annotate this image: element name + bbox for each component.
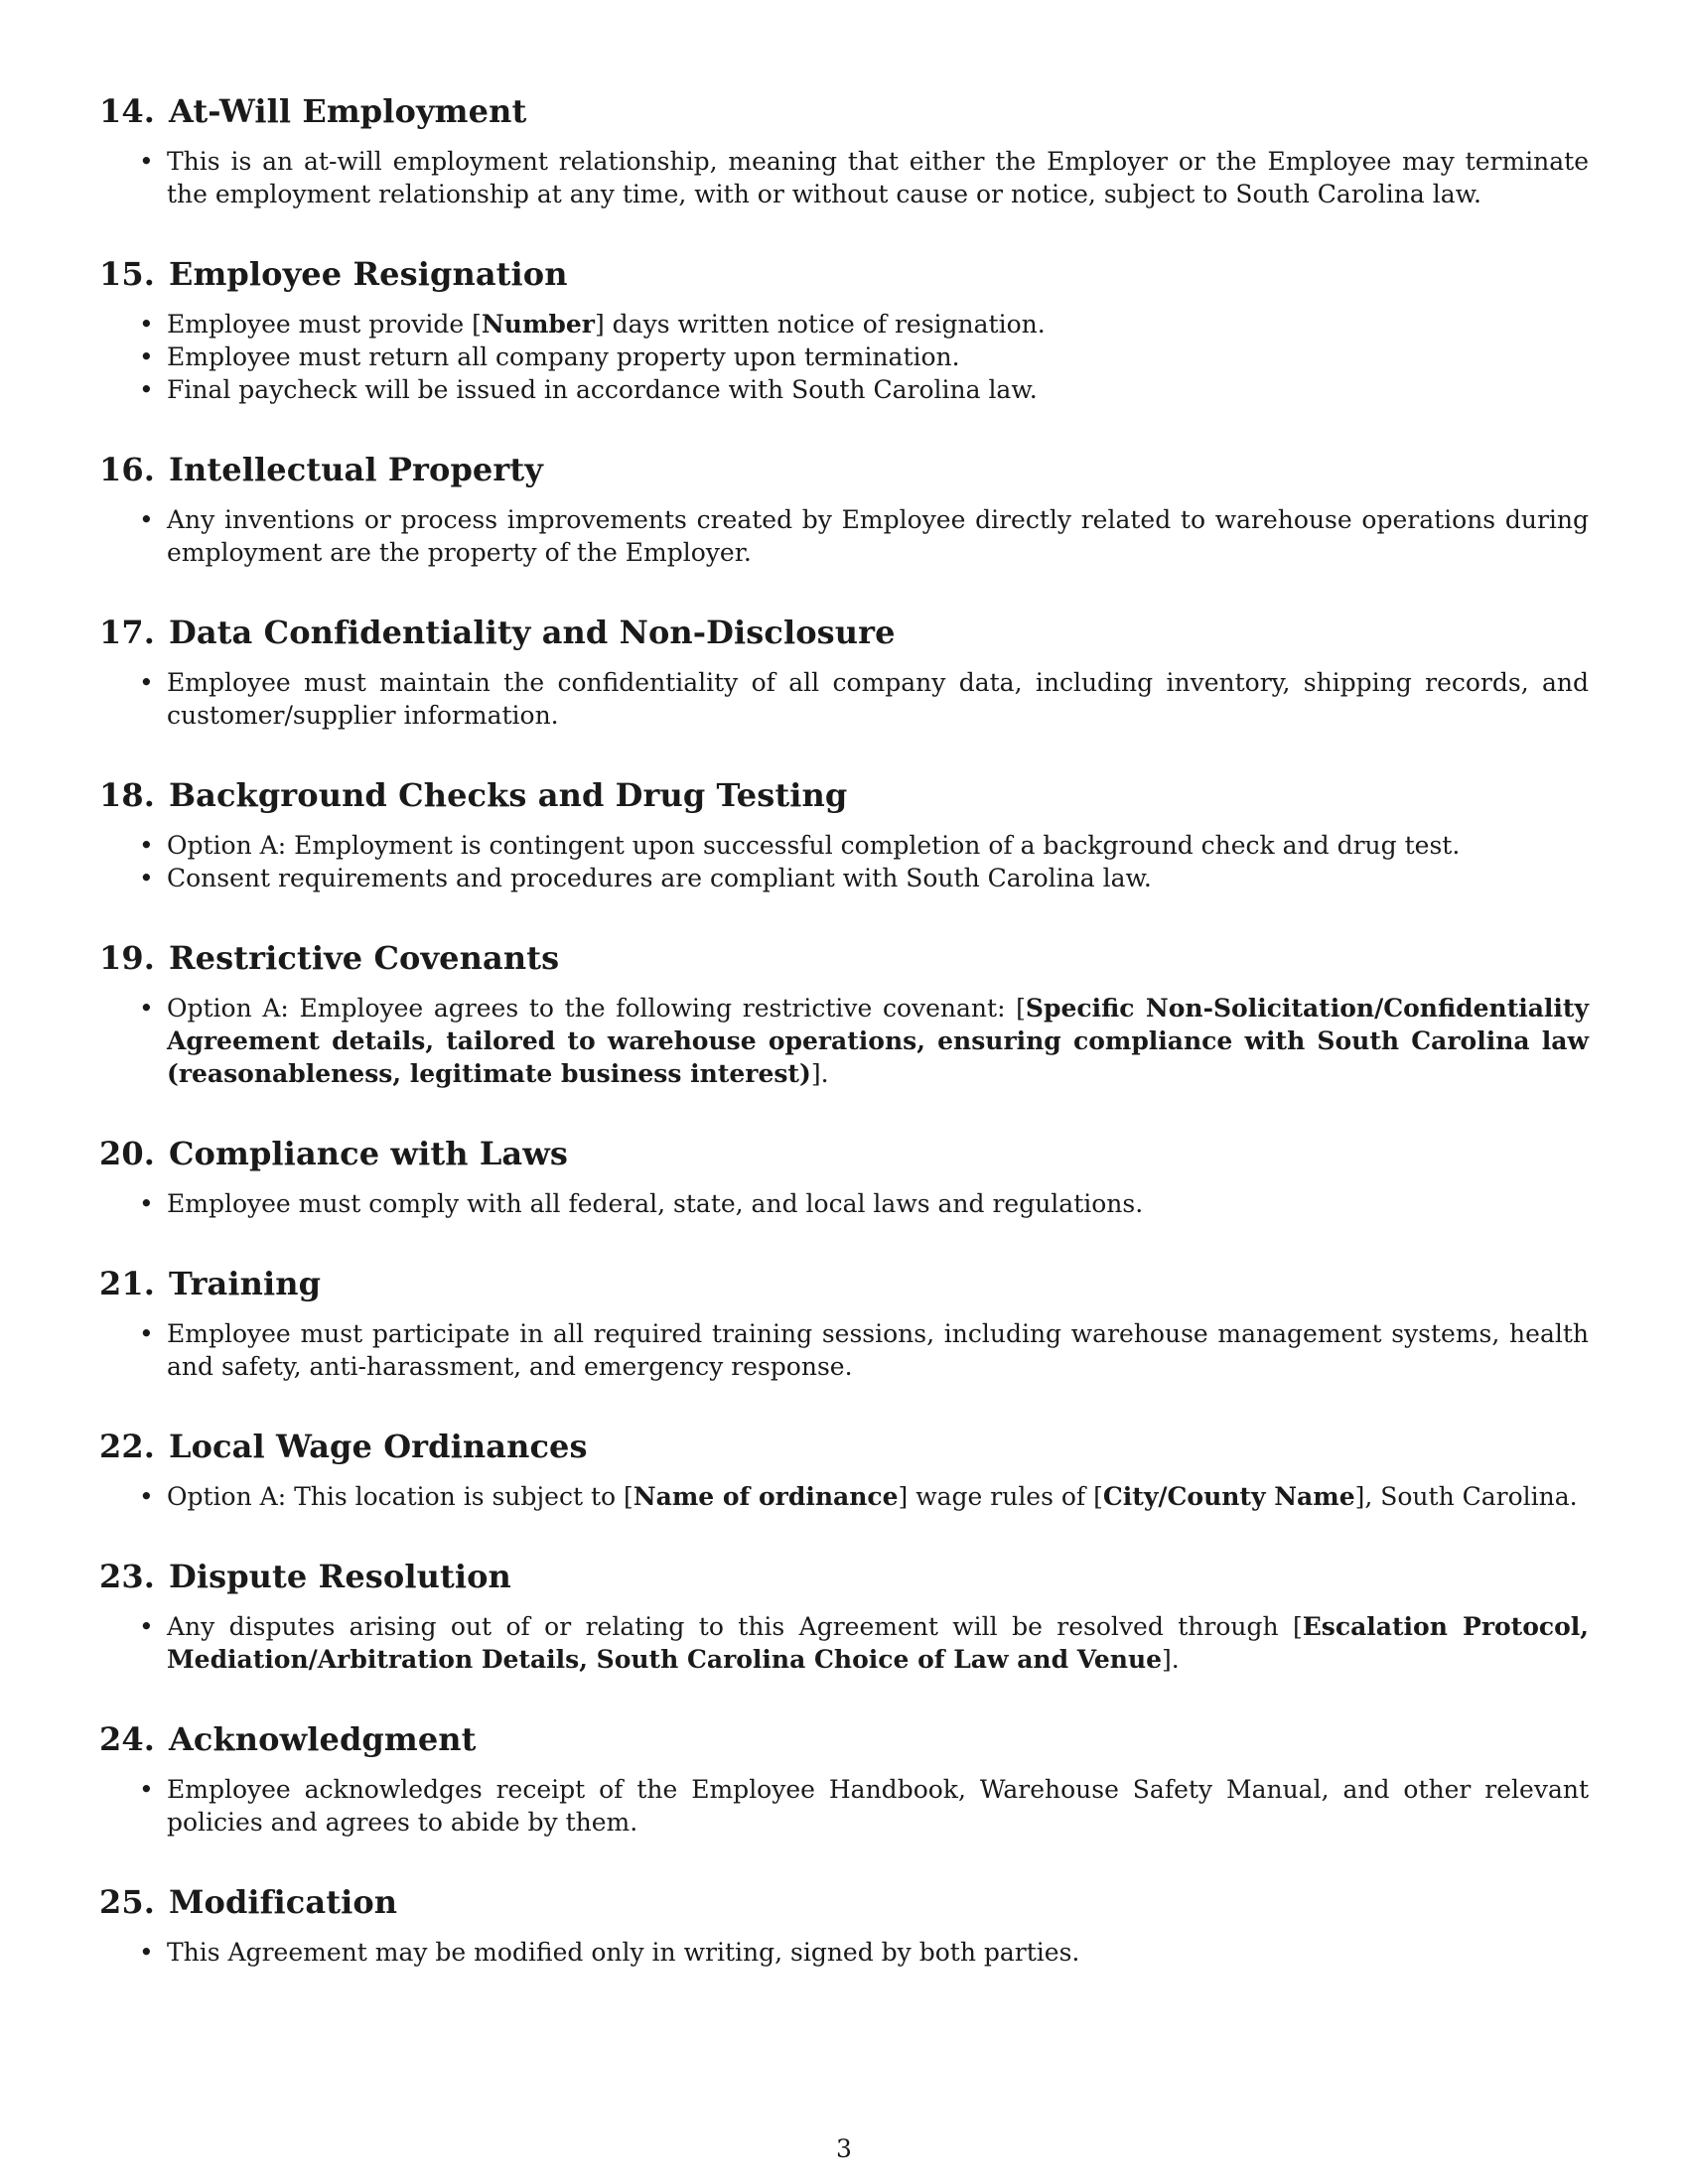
list-item <box>139 862 1589 894</box>
list-item <box>139 1773 1589 1839</box>
body-text: This is an at-will employment relationship, meaning that either the Employer or the Employee may terminate the employment relationship at any time, with or without cause or notice, subject to South Carolina law. <box>167 147 1589 208</box>
section-heading <box>99 1882 1589 1922</box>
list-item <box>139 503 1589 569</box>
section-title: Training <box>168 1265 322 1302</box>
list-item <box>139 308 1589 341</box>
list-item <box>139 1480 1589 1513</box>
section <box>99 775 1589 894</box>
bullet-list <box>99 1936 1589 1969</box>
body-text: Option A: Employee agrees to the following restrictive covenant: [ <box>167 994 1026 1023</box>
section <box>99 613 1589 732</box>
section <box>99 1719 1589 1839</box>
body-text: Employee must participate in all required training sessions, including warehouse management systems, health and safety, anti-harassment, and emergency response. <box>167 1319 1589 1381</box>
bullet-icon: • <box>139 831 154 860</box>
bullet-icon: • <box>139 147 154 176</box>
bullet-icon: • <box>139 1189 154 1218</box>
section-number: 25. <box>99 1883 155 1921</box>
bullet-icon: • <box>139 994 154 1023</box>
section <box>99 450 1589 569</box>
bullet-icon: • <box>139 1319 154 1348</box>
page-number: 3 <box>836 2134 852 2163</box>
placeholder-text: Escalation Protocol, Mediation/Arbitration Details, South Carolina Choice of Law and Venue <box>167 1612 1590 1674</box>
body-text: ]. <box>1162 1645 1180 1674</box>
bullet-list <box>99 1317 1589 1383</box>
body-text: Employee must provide [ <box>167 310 482 339</box>
section-number: 21. <box>99 1265 155 1302</box>
section <box>99 1557 1589 1676</box>
section-heading <box>99 1719 1589 1759</box>
list-item <box>139 145 1589 210</box>
section-heading <box>99 254 1589 294</box>
bullet-list <box>99 1480 1589 1513</box>
section-title: Dispute Resolution <box>168 1558 511 1595</box>
list-item <box>139 992 1590 1090</box>
section-number: 18. <box>99 776 155 814</box>
section-title: Background Checks and Drug Testing <box>168 776 848 814</box>
section <box>99 91 1589 210</box>
section-heading <box>99 1264 1589 1303</box>
section-heading <box>99 775 1589 815</box>
section-number: 14. <box>99 92 155 130</box>
section-title: Local Wage Ordinances <box>168 1428 588 1465</box>
section-title: Intellectual Property <box>168 451 543 488</box>
bullet-list <box>99 308 1589 406</box>
bullet-icon: • <box>139 668 154 697</box>
body-text: Employee must comply with all federal, state, and local laws and regulations. <box>167 1189 1144 1218</box>
section-number: 17. <box>99 614 155 651</box>
placeholder-text: Specific Non-Solicitation/Confidentiality Agreement details, tailored to warehouse operations, ensuring compliance with South Carolina law (reasonableness, legitimate business interest) <box>167 994 1590 1088</box>
list-item <box>139 373 1589 406</box>
section-number: 16. <box>99 451 155 488</box>
bullet-list <box>99 1187 1589 1220</box>
body-text: ], South Carolina. <box>1354 1482 1578 1511</box>
list-item <box>139 829 1589 862</box>
body-text: Employee must maintain the confidentiality of all company data, including inventory, shipping records, and customer/supplier information. <box>167 668 1589 730</box>
placeholder-text: Number <box>481 310 595 339</box>
section-heading <box>99 91 1589 131</box>
section <box>99 938 1589 1090</box>
section-title: Data Confidentiality and Non-Disclosure <box>168 614 896 651</box>
section-heading <box>99 450 1589 489</box>
bullet-list <box>99 666 1589 732</box>
body-text: Option A: Employment is contingent upon successful completion of a background check and drug test. <box>167 831 1461 860</box>
section <box>99 1134 1589 1220</box>
placeholder-text: Name of ordinance <box>633 1482 899 1511</box>
body-text: Employee must return all company property upon termination. <box>167 342 960 371</box>
bullet-icon: • <box>139 1612 154 1641</box>
body-text: ] days written notice of resignation. <box>594 310 1046 339</box>
section <box>99 254 1589 406</box>
bullet-icon: • <box>139 864 154 892</box>
bullet-icon: • <box>139 1482 154 1511</box>
section-title: Acknowledgment <box>168 1720 477 1758</box>
section-number: 23. <box>99 1558 155 1595</box>
bullet-list <box>99 992 1589 1090</box>
bullet-list <box>99 829 1589 894</box>
body-text: Any disputes arising out of or relating to this Agreement will be resolved through [ <box>167 1612 1303 1641</box>
list-item <box>139 1187 1589 1220</box>
body-text: This Agreement may be modified only in writing, signed by both parties. <box>167 1938 1080 1967</box>
bullet-list <box>99 1610 1589 1676</box>
section-heading <box>99 613 1589 652</box>
section-heading <box>99 938 1589 978</box>
section-title: Compliance with Laws <box>168 1135 569 1172</box>
section-number: 24. <box>99 1720 155 1758</box>
section-title: Employee Resignation <box>168 255 568 293</box>
list-item <box>139 1610 1590 1676</box>
list-item <box>139 1936 1589 1969</box>
bullet-list <box>99 503 1589 569</box>
bullet-icon: • <box>139 375 154 404</box>
body-text: Consent requirements and procedures are compliant with South Carolina law. <box>167 864 1152 892</box>
body-text: ] wage rules of [ <box>898 1482 1103 1511</box>
body-text: Final paycheck will be issued in accordance with South Carolina law. <box>167 375 1038 404</box>
body-text: Option A: This location is subject to [ <box>167 1482 633 1511</box>
list-item <box>139 1317 1589 1383</box>
body-text: ]. <box>810 1059 829 1088</box>
document-page <box>99 91 1589 1969</box>
bullet-list <box>99 1773 1589 1839</box>
section-heading <box>99 1427 1589 1466</box>
section-number: 20. <box>99 1135 155 1172</box>
bullet-icon: • <box>139 505 154 534</box>
section <box>99 1882 1589 1969</box>
section-title: Restrictive Covenants <box>168 939 560 977</box>
section-heading <box>99 1134 1589 1173</box>
section <box>99 1427 1589 1513</box>
body-text: Employee acknowledges receipt of the Employee Handbook, Warehouse Safety Manual, and other relevant policies and agrees to abide by them. <box>167 1775 1589 1837</box>
list-item <box>139 666 1589 732</box>
body-text: Any inventions or process improvements created by Employee directly related to warehouse operations during employment are the property of the Employer. <box>167 505 1589 567</box>
section-number: 22. <box>99 1428 155 1465</box>
bullet-icon: • <box>139 310 154 339</box>
bullet-icon: • <box>139 342 154 371</box>
bullet-icon: • <box>139 1775 154 1804</box>
bullet-icon: • <box>139 1938 154 1967</box>
section-list <box>99 91 1589 1969</box>
list-item <box>139 341 1589 373</box>
bullet-list <box>99 145 1589 210</box>
section-title: At-Will Employment <box>168 92 527 130</box>
section <box>99 1264 1589 1383</box>
section-title: Modification <box>168 1883 398 1921</box>
section-heading <box>99 1557 1589 1596</box>
placeholder-text: City/County Name <box>1102 1482 1355 1511</box>
section-number: 15. <box>99 255 155 293</box>
section-number: 19. <box>99 939 155 977</box>
